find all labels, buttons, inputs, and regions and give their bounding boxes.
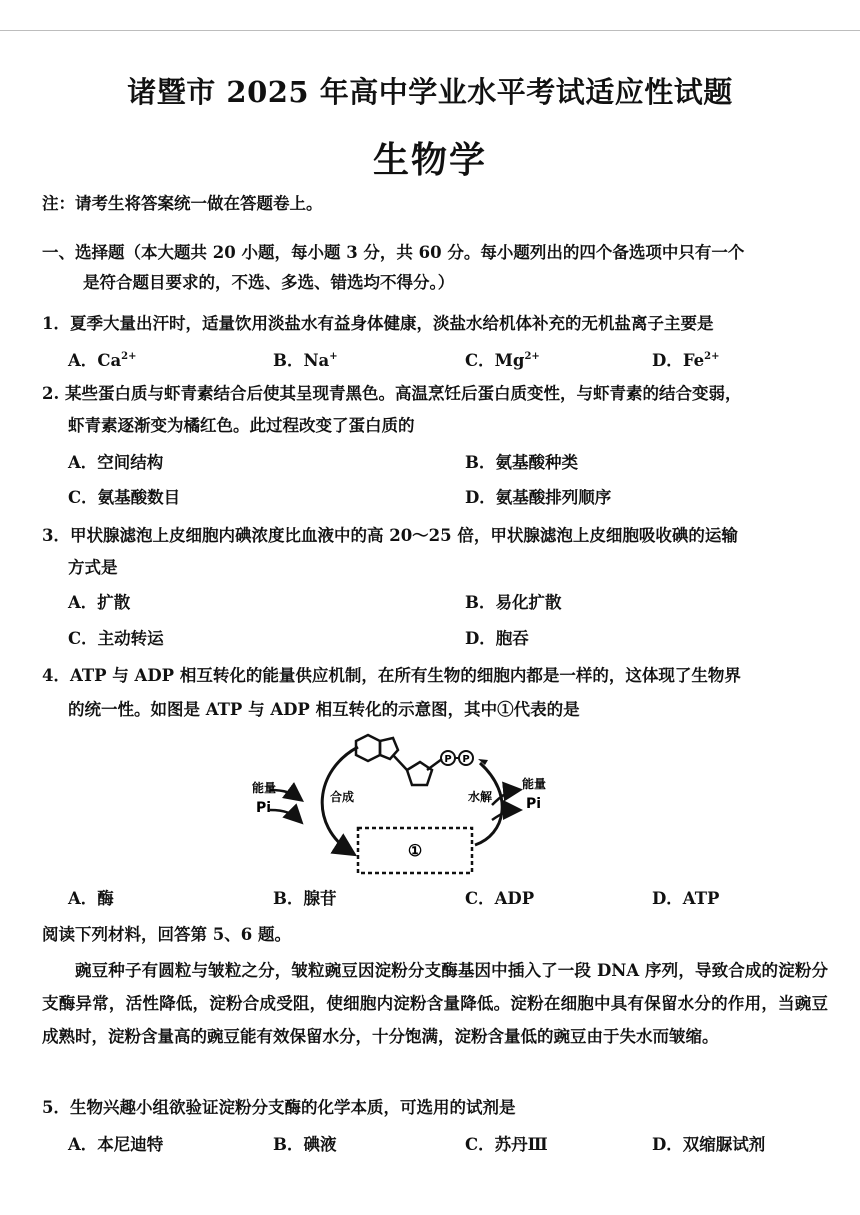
hydrolysis-label: 水解	[468, 790, 493, 804]
q2-option-c: C．氨基酸数目	[68, 488, 181, 507]
q4-stem-line1: 4．ATP 与 ADP 相互转化的能量供应机制，在所有生物的细胞内都是一样的，这体现了生物界	[42, 666, 741, 685]
exam-title: 诸暨市 2025 年高中学业水平考试适应性试题	[127, 75, 733, 109]
pi-input-label: Pi	[256, 800, 272, 816]
reading-passage: 豌豆种子有圆粒与皱粒之分，皱粒豌豆因淀粉分支酶基因中插入了一段 DNA 序列，导致合成的淀粉分支酶异常，活性降低，淀粉合成受阻，使细胞内淀粉含量降低。淀粉在细胞中具有保留水分的作用，当豌豆成熟时，淀粉含量高的豌豆能有效保留水分，十分饱满，淀粉含量低的豌豆由于失水而皱缩。	[42, 961, 828, 1046]
q4-option-a: A．酶	[68, 889, 114, 908]
pi-input-arrow	[270, 810, 300, 821]
unknown-substance-label: ①	[407, 841, 423, 860]
energy-output-arrow	[492, 790, 518, 805]
q4-option-c: C．ADP	[465, 889, 535, 908]
q5-option-d: D．双缩脲试剂	[652, 1135, 766, 1154]
top-rule	[0, 30, 860, 31]
q4-option-d: D．ATP	[652, 889, 720, 908]
q3-option-c: C．主动转运	[68, 629, 164, 648]
q2-option-a: A．空间结构	[68, 453, 164, 472]
q1-option-d: D．$Fe^{2+}$	[652, 351, 720, 370]
q5-option-c: C．苏丹Ⅲ	[465, 1135, 548, 1154]
q1-option-b: B．Na+	[273, 351, 338, 370]
section-heading-line2: 是符合题目要求的，不选、多选、错选均不得分。）	[83, 273, 455, 292]
q2-stem-line2: 虾青素逐渐变为橘红色。此过程改变了蛋白质的	[68, 416, 415, 435]
q3-option-d: D．胞吞	[465, 629, 529, 648]
q3-option-b: B．易化扩散	[465, 593, 562, 612]
energy-input-label: 能量	[252, 781, 277, 795]
q4-stem-line2: 的统一性。如图是 ATP 与 ADP 相互转化的示意图，其中①代表的是	[68, 700, 580, 719]
reading-intro: 阅读下列材料，回答第 5、6 题。	[42, 925, 291, 944]
adenosine-molecule-icon	[356, 735, 442, 785]
q1-option-c: C．$Mg^{2+}$	[465, 351, 540, 370]
q5-option-a: A．本尼迪特	[68, 1135, 164, 1154]
q3-stem-line2: 方式是	[68, 558, 118, 577]
q5-stem: 5．生物兴趣小组欲验证淀粉分支酶的化学本质，可选用的试剂是	[42, 1098, 516, 1117]
q1-stem: 1．夏季大量出汗时，适量饮用淡盐水有益身体健康，淡盐水给机体补充的无机盐离子主要是	[42, 314, 714, 333]
q1-option-a: A．$Ca^{2+}$	[68, 351, 137, 370]
hydrolysis-arrow	[475, 763, 502, 845]
q2-option-b: B．氨基酸种类	[465, 453, 578, 472]
section-heading-line1: 一、选择题（本大题共 20 小题，每小题 3 分，共 60 分。每小题列出的四个备选项中只有一个	[42, 243, 745, 262]
q3-stem-line1: 3．甲状腺滤泡上皮细胞内碘浓度比血液中的高 20～25 倍，甲状腺滤泡上皮细胞吸收碘的运输	[42, 526, 738, 545]
q2-option-d: D．氨基酸排列顺序	[465, 488, 612, 507]
phosphate-label-2: P	[462, 754, 470, 765]
q2-stem-line1: 2. 某些蛋白质与虾青素结合后使其呈现青黑色。高温烹饪后蛋白质变性，与虾青素的结合变弱，	[42, 384, 742, 403]
exam-note: 注：请考生将答案统一做在答题卷上。	[42, 194, 323, 213]
pi-output-label: Pi	[526, 796, 542, 812]
energy-output-label: 能量	[522, 777, 547, 791]
pi-output-arrow	[492, 810, 518, 820]
q3-option-a: A．扩散	[68, 593, 131, 612]
subject-title: 生物学	[372, 139, 487, 181]
synthesis-label: 合成	[330, 790, 355, 804]
q5-option-b: B．碘液	[273, 1135, 337, 1154]
phosphate-label-1: P	[444, 754, 452, 765]
atp-adp-conversion-diagram	[230, 725, 560, 880]
q4-option-b: B．腺苷	[273, 889, 337, 908]
